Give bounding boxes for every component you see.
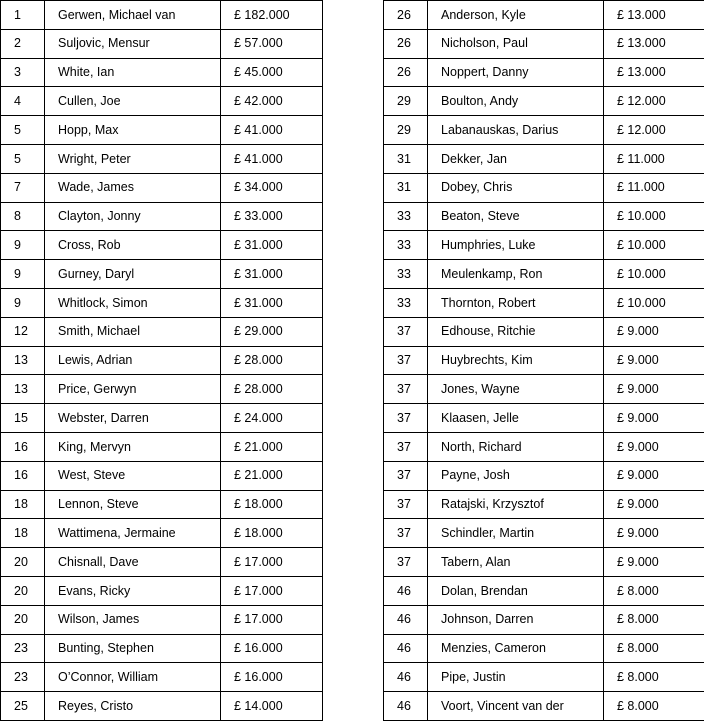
rank-cell: 13 xyxy=(1,375,45,404)
rank-cell: 33 xyxy=(384,288,428,317)
ranking-table-left-body xyxy=(1,1,323,721)
table-row xyxy=(1,202,323,231)
rank-cell: 26 xyxy=(384,58,428,87)
table-row xyxy=(384,29,704,58)
rank-cell: 31 xyxy=(384,144,428,173)
table-row xyxy=(1,404,323,433)
prize-money-cell: £ 21.000 xyxy=(221,432,323,461)
table-row xyxy=(1,288,323,317)
table-row xyxy=(384,461,704,490)
table-row xyxy=(1,692,323,721)
table-row xyxy=(384,231,704,260)
prize-money-cell: £ 8.000 xyxy=(604,692,704,721)
rank-cell: 12 xyxy=(1,317,45,346)
player-name-cell: Chisnall, Dave xyxy=(45,548,221,577)
player-name-cell: Beaton, Steve xyxy=(428,202,604,231)
player-name-cell: Dekker, Jan xyxy=(428,144,604,173)
prize-money-cell: £ 41.000 xyxy=(221,116,323,145)
table-row xyxy=(1,461,323,490)
prize-money-cell: £ 17.000 xyxy=(221,576,323,605)
rank-cell: 37 xyxy=(384,317,428,346)
player-name-cell: West, Steve xyxy=(45,461,221,490)
table-row xyxy=(384,144,704,173)
table-row xyxy=(384,375,704,404)
player-name-cell: Dolan, Brendan xyxy=(428,576,604,605)
rank-cell: 31 xyxy=(384,173,428,202)
table-row xyxy=(1,548,323,577)
rank-cell: 37 xyxy=(384,519,428,548)
prize-money-cell: £ 8.000 xyxy=(604,576,704,605)
table-row xyxy=(1,144,323,173)
player-name-cell: Wilson, James xyxy=(45,605,221,634)
prize-money-cell: £ 10.000 xyxy=(604,260,704,289)
ranking-table-right-body xyxy=(384,1,704,721)
rank-cell: 9 xyxy=(1,260,45,289)
rank-cell: 33 xyxy=(384,260,428,289)
player-name-cell: Evans, Ricky xyxy=(45,576,221,605)
player-name-cell: Gerwen, Michael van xyxy=(45,1,221,30)
prize-money-cell: £ 16.000 xyxy=(221,634,323,663)
player-name-cell: Bunting, Stephen xyxy=(45,634,221,663)
table-row xyxy=(1,87,323,116)
table-row xyxy=(1,634,323,663)
prize-money-cell: £ 31.000 xyxy=(221,288,323,317)
rank-cell: 37 xyxy=(384,346,428,375)
ranking-table-right xyxy=(383,0,704,721)
player-name-cell: Gurney, Daryl xyxy=(45,260,221,289)
prize-money-cell: £ 18.000 xyxy=(221,490,323,519)
prize-money-cell: £ 16.000 xyxy=(221,663,323,692)
table-row xyxy=(384,317,704,346)
rank-cell: 33 xyxy=(384,231,428,260)
table-row xyxy=(384,576,704,605)
prize-money-cell: £ 13.000 xyxy=(604,29,704,58)
prize-money-cell: £ 18.000 xyxy=(221,519,323,548)
table-row xyxy=(384,87,704,116)
rank-cell: 26 xyxy=(384,29,428,58)
table-row xyxy=(1,1,323,30)
rank-cell: 23 xyxy=(1,634,45,663)
prize-money-cell: £ 182.000 xyxy=(221,1,323,30)
rank-cell: 29 xyxy=(384,87,428,116)
rank-cell: 15 xyxy=(1,404,45,433)
rank-cell: 46 xyxy=(384,663,428,692)
table-row xyxy=(1,432,323,461)
table-row xyxy=(384,605,704,634)
rank-cell: 5 xyxy=(1,116,45,145)
player-name-cell: Wade, James xyxy=(45,173,221,202)
player-name-cell: Noppert, Danny xyxy=(428,58,604,87)
prize-money-cell: £ 10.000 xyxy=(604,231,704,260)
player-name-cell: Payne, Josh xyxy=(428,461,604,490)
table-row xyxy=(1,260,323,289)
prize-money-cell: £ 17.000 xyxy=(221,605,323,634)
rank-cell: 29 xyxy=(384,116,428,145)
prize-money-cell: £ 9.000 xyxy=(604,461,704,490)
table-row xyxy=(384,663,704,692)
prize-money-cell: £ 28.000 xyxy=(221,375,323,404)
player-name-cell: Humphries, Luke xyxy=(428,231,604,260)
prize-money-cell: £ 14.000 xyxy=(221,692,323,721)
prize-money-cell: £ 9.000 xyxy=(604,404,704,433)
prize-money-cell: £ 33.000 xyxy=(221,202,323,231)
prize-money-cell: £ 57.000 xyxy=(221,29,323,58)
player-name-cell: Cross, Rob xyxy=(45,231,221,260)
player-name-cell: Lennon, Steve xyxy=(45,490,221,519)
prize-money-cell: £ 10.000 xyxy=(604,288,704,317)
player-name-cell: Webster, Darren xyxy=(45,404,221,433)
player-name-cell: Nicholson, Paul xyxy=(428,29,604,58)
player-name-cell: Jones, Wayne xyxy=(428,375,604,404)
player-name-cell: Ratajski, Krzysztof xyxy=(428,490,604,519)
player-name-cell: Boulton, Andy xyxy=(428,87,604,116)
table-row xyxy=(384,260,704,289)
player-name-cell: Suljovic, Mensur xyxy=(45,29,221,58)
table-row xyxy=(1,173,323,202)
table-row xyxy=(384,346,704,375)
player-name-cell: Edhouse, Ritchie xyxy=(428,317,604,346)
rank-cell: 9 xyxy=(1,231,45,260)
rank-cell: 46 xyxy=(384,576,428,605)
prize-money-cell: £ 9.000 xyxy=(604,490,704,519)
table-row xyxy=(1,116,323,145)
player-name-cell: Klaasen, Jelle xyxy=(428,404,604,433)
player-name-cell: Pipe, Justin xyxy=(428,663,604,692)
prize-money-cell: £ 8.000 xyxy=(604,634,704,663)
rank-cell: 3 xyxy=(1,58,45,87)
player-name-cell: O’Connor, William xyxy=(45,663,221,692)
player-name-cell: Anderson, Kyle xyxy=(428,1,604,30)
table-row xyxy=(384,1,704,30)
table-row xyxy=(384,490,704,519)
ranking-table-left xyxy=(0,0,323,721)
table-row xyxy=(1,663,323,692)
player-name-cell: Wattimena, Jermaine xyxy=(45,519,221,548)
prize-money-cell: £ 13.000 xyxy=(604,58,704,87)
player-name-cell: Hopp, Max xyxy=(45,116,221,145)
player-name-cell: Schindler, Martin xyxy=(428,519,604,548)
table-row xyxy=(1,576,323,605)
player-name-cell: Menzies, Cameron xyxy=(428,634,604,663)
rank-cell: 25 xyxy=(1,692,45,721)
table-row xyxy=(384,173,704,202)
player-name-cell: North, Richard xyxy=(428,432,604,461)
rank-cell: 37 xyxy=(384,432,428,461)
player-name-cell: Clayton, Jonny xyxy=(45,202,221,231)
rank-cell: 37 xyxy=(384,375,428,404)
table-row xyxy=(384,548,704,577)
table-row xyxy=(384,692,704,721)
prize-money-cell: £ 13.000 xyxy=(604,1,704,30)
rank-cell: 4 xyxy=(1,87,45,116)
prize-money-cell: £ 11.000 xyxy=(604,173,704,202)
table-row xyxy=(384,202,704,231)
player-name-cell: Reyes, Cristo xyxy=(45,692,221,721)
rank-cell: 37 xyxy=(384,404,428,433)
player-name-cell: White, Ian xyxy=(45,58,221,87)
rank-cell: 20 xyxy=(1,576,45,605)
table-row xyxy=(1,231,323,260)
rank-cell: 37 xyxy=(384,490,428,519)
table-row xyxy=(384,432,704,461)
rank-cell: 8 xyxy=(1,202,45,231)
player-name-cell: Huybrechts, Kim xyxy=(428,346,604,375)
player-name-cell: Johnson, Darren xyxy=(428,605,604,634)
rank-cell: 16 xyxy=(1,432,45,461)
prize-money-cell: £ 24.000 xyxy=(221,404,323,433)
player-name-cell: Labanauskas, Darius xyxy=(428,116,604,145)
rank-cell: 37 xyxy=(384,461,428,490)
table-row xyxy=(1,519,323,548)
player-name-cell: King, Mervyn xyxy=(45,432,221,461)
rank-cell: 9 xyxy=(1,288,45,317)
table-row xyxy=(1,375,323,404)
rank-cell: 46 xyxy=(384,692,428,721)
table-row xyxy=(384,519,704,548)
table-row xyxy=(1,605,323,634)
player-name-cell: Dobey, Chris xyxy=(428,173,604,202)
prize-money-cell: £ 17.000 xyxy=(221,548,323,577)
rank-cell: 16 xyxy=(1,461,45,490)
player-name-cell: Thornton, Robert xyxy=(428,288,604,317)
table-row xyxy=(1,29,323,58)
table-row xyxy=(1,490,323,519)
player-name-cell: Meulenkamp, Ron xyxy=(428,260,604,289)
prize-money-cell: £ 34.000 xyxy=(221,173,323,202)
table-row xyxy=(1,58,323,87)
prize-money-cell: £ 9.000 xyxy=(604,317,704,346)
rank-cell: 20 xyxy=(1,548,45,577)
rank-cell: 37 xyxy=(384,548,428,577)
prize-money-cell: £ 8.000 xyxy=(604,605,704,634)
prize-money-cell: £ 41.000 xyxy=(221,144,323,173)
player-name-cell: Wright, Peter xyxy=(45,144,221,173)
rank-cell: 7 xyxy=(1,173,45,202)
prize-money-cell: £ 21.000 xyxy=(221,461,323,490)
prize-money-cell: £ 12.000 xyxy=(604,87,704,116)
player-name-cell: Tabern, Alan xyxy=(428,548,604,577)
rank-cell: 18 xyxy=(1,490,45,519)
rank-cell: 26 xyxy=(384,1,428,30)
player-name-cell: Lewis, Adrian xyxy=(45,346,221,375)
rank-cell: 46 xyxy=(384,634,428,663)
prize-money-cell: £ 11.000 xyxy=(604,144,704,173)
player-name-cell: Smith, Michael xyxy=(45,317,221,346)
prize-money-cell: £ 9.000 xyxy=(604,432,704,461)
prize-money-cell: £ 9.000 xyxy=(604,346,704,375)
rank-cell: 2 xyxy=(1,29,45,58)
rank-cell: 1 xyxy=(1,1,45,30)
prize-money-cell: £ 10.000 xyxy=(604,202,704,231)
rank-cell: 23 xyxy=(1,663,45,692)
prize-money-cell: £ 9.000 xyxy=(604,548,704,577)
prize-money-cell: £ 9.000 xyxy=(604,519,704,548)
rank-cell: 5 xyxy=(1,144,45,173)
prize-money-cell: £ 31.000 xyxy=(221,231,323,260)
prize-money-cell: £ 28.000 xyxy=(221,346,323,375)
table-row xyxy=(384,634,704,663)
rank-cell: 20 xyxy=(1,605,45,634)
player-name-cell: Whitlock, Simon xyxy=(45,288,221,317)
prize-money-cell: £ 9.000 xyxy=(604,375,704,404)
player-name-cell: Cullen, Joe xyxy=(45,87,221,116)
prize-money-cell: £ 12.000 xyxy=(604,116,704,145)
prize-money-cell: £ 8.000 xyxy=(604,663,704,692)
rank-cell: 33 xyxy=(384,202,428,231)
prize-money-cell: £ 29.000 xyxy=(221,317,323,346)
table-row xyxy=(1,317,323,346)
rank-cell: 18 xyxy=(1,519,45,548)
table-row xyxy=(384,404,704,433)
rank-cell: 46 xyxy=(384,605,428,634)
table-row xyxy=(384,58,704,87)
player-name-cell: Voort, Vincent van der xyxy=(428,692,604,721)
table-row xyxy=(384,116,704,145)
table-row xyxy=(384,288,704,317)
prize-money-cell: £ 42.000 xyxy=(221,87,323,116)
player-name-cell: Price, Gerwyn xyxy=(45,375,221,404)
rank-cell: 13 xyxy=(1,346,45,375)
prize-money-cell: £ 31.000 xyxy=(221,260,323,289)
table-row xyxy=(1,346,323,375)
prize-money-cell: £ 45.000 xyxy=(221,58,323,87)
